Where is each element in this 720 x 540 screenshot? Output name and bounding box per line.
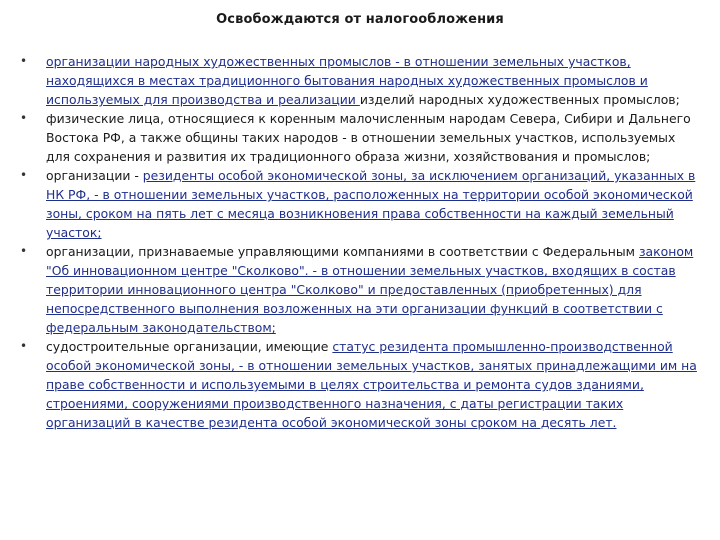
item-text: физические лица, относящиеся к коренным малочисленным народам Севера, Сибири и Дальнего Востока РФ, а также общины таких народов - в отношении земельных участков, используемых для сохранения и развития их традиционного образа жизни, хозяйствования и промыслов; xyxy=(46,111,691,164)
bullet-icon: • xyxy=(20,339,28,353)
exemption-list xyxy=(18,52,703,432)
bullet-icon: • xyxy=(20,111,28,125)
law-link[interactable]: организации народных художественных промыслов - в отношении земельных участков, находящихся в местах традиционного бытования народных художественных промыслов и используемых для производства и реализации xyxy=(46,54,648,107)
law-link[interactable]: резиденты особой экономической зоны, за исключением организаций, указанных в НК РФ, - в отношении земельных участков, расположенных на территории особой экономической зоны, сроком на пять лет с месяца возникновения права собственности на каждый земельный участок; xyxy=(46,168,696,240)
exemption-item-4 xyxy=(18,242,703,337)
item-text: организации, признаваемые управляющими компаниями в соответствии с Федеральным xyxy=(46,244,639,259)
item-text: судостроительные организации, имеющие xyxy=(46,339,333,354)
exemption-item-5 xyxy=(18,337,703,432)
item-text: организации - xyxy=(46,168,143,183)
bullet-icon: • xyxy=(20,54,28,68)
exemption-item-3 xyxy=(18,166,703,242)
item-text: изделий народных художественных промыслов; xyxy=(359,92,680,107)
bullet-icon: • xyxy=(20,244,28,258)
exemption-item-2 xyxy=(18,109,703,166)
law-link[interactable]: статус резидента промышленно-производственной особой экономической зоны, - в отношении земельных участков, занятых принадлежащими им на праве собственности и используемыми в целях строительства и ремонта судов зданиями, строениями, сооружениями производственного назначения, с даты регистрации таких организаций в качестве резидента особой экономической зоны сроком на десять лет. xyxy=(46,339,697,430)
slide-title: Освобождаются от налогообложения xyxy=(216,12,504,27)
bullet-icon: • xyxy=(20,168,28,182)
exemption-item-1 xyxy=(18,52,703,109)
law-link[interactable]: законом "Об инновационном центре "Сколково". - в отношении земельных участков, входящих в состав территории инновационного центра "Сколково" и предоставленных (приобретенных) для непосредственного выполнения возложенных на эти организации функций в соответствии с федеральным законодательством; xyxy=(46,244,694,335)
